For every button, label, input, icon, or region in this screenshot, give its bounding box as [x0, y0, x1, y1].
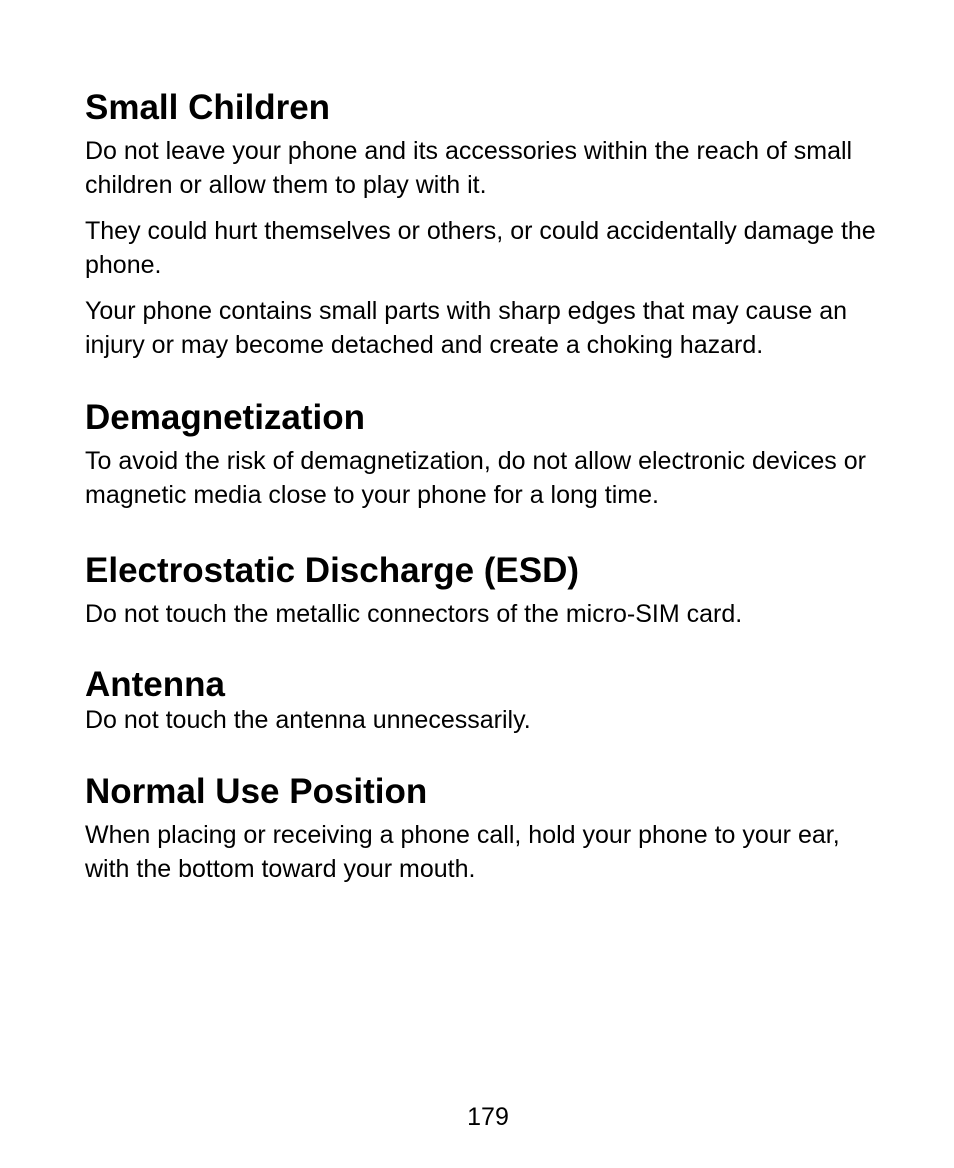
paragraph: Do not touch the antenna unnecessarily. — [85, 706, 531, 734]
section-heading: Small Children — [85, 88, 331, 127]
paragraph: Do not touch the metallic connectors of the micro-SIM card. — [85, 600, 743, 628]
section-heading: Electrostatic Discharge (ESD) — [85, 551, 580, 590]
section-antenna — [85, 663, 885, 737]
section-heading: Normal Use Position — [85, 772, 428, 811]
section-esd — [85, 549, 885, 631]
paragraph: Do not leave your phone and its accessories within the reach of small children or allow them to play with it. — [85, 137, 853, 199]
document-page — [85, 86, 885, 898]
section-demagnetization — [85, 396, 885, 512]
paragraph: When placing or receiving a phone call, hold your phone to your ear, with the bottom toward your mouth. — [85, 821, 840, 883]
section-normal-use-position — [85, 770, 885, 886]
paragraph: To avoid the risk of demagnetization, do not allow electronic devices or magnetic media close to your phone for a long time. — [85, 447, 866, 509]
page-number: 179 — [467, 1103, 509, 1131]
paragraph: They could hurt themselves or others, or could accidentally damage the phone. — [85, 217, 876, 279]
section-heading: Antenna — [85, 665, 225, 704]
paragraph: Your phone contains small parts with sharp edges that may cause an injury or may become detached and create a choking hazard. — [85, 297, 848, 359]
section-heading: Demagnetization — [85, 398, 366, 437]
section-small-children — [85, 86, 885, 362]
